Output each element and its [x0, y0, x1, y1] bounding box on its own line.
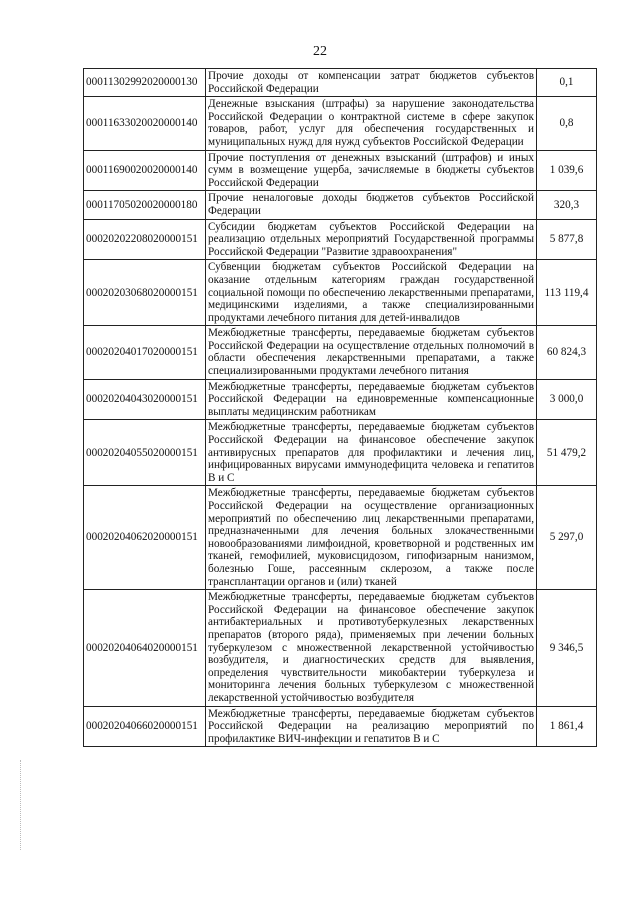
- amount-cell: 0,1: [537, 69, 597, 97]
- table-row: [84, 191, 597, 219]
- description-cell: Межбюджетные трансферты, передаваемые бюджетам субъектов Российской Федерации на осуществление отдельных полномочий в области обеспечения лекарственными препаратами, а также специализированными продуктами лечебного питания: [206, 326, 537, 379]
- amount-cell: 3 000,0: [537, 379, 597, 420]
- margin-scan-marks: [20, 760, 24, 850]
- budget-code-cell: 00020204064020000151: [84, 590, 206, 706]
- table-row: [84, 150, 597, 191]
- table-row: [84, 219, 597, 260]
- table-row: [84, 706, 597, 747]
- amount-cell: 51 479,2: [537, 420, 597, 486]
- budget-code-cell: 00011690020020000140: [84, 150, 206, 191]
- amount-cell: 0,8: [537, 97, 597, 150]
- budget-revenue-table: [83, 68, 597, 747]
- budget-code-cell: 00011633020020000140: [84, 97, 206, 150]
- amount-cell: 320,3: [537, 191, 597, 219]
- amount-cell: 5 877,8: [537, 219, 597, 260]
- table-row: [84, 486, 597, 590]
- budget-code-cell: 00020204066020000151: [84, 706, 206, 747]
- table-row: [84, 97, 597, 150]
- description-cell: Прочие доходы от компенсации затрат бюджетов субъектов Российской Федерации: [206, 69, 537, 97]
- description-cell: Прочие неналоговые доходы бюджетов субъектов Российской Федерации: [206, 191, 537, 219]
- description-cell: Межбюджетные трансферты, передаваемые бюджетам субъектов Российской Федерации на единовременные компенсационные выплаты медицинским работникам: [206, 379, 537, 420]
- amount-cell: 1 861,4: [537, 706, 597, 747]
- table-row: [84, 590, 597, 706]
- amount-cell: 60 824,3: [537, 326, 597, 379]
- description-cell: Межбюджетные трансферты, передаваемые бюджетам субъектов Российской Федерации на реализацию мероприятий по профилактике ВИЧ-инфекции и гепатитов В и С: [206, 706, 537, 747]
- description-cell: Межбюджетные трансферты, передаваемые бюджетам субъектов Российской Федерации на осуществление организационных мероприятий по обеспечению лиц лекарственными препаратами, предназначенными для лечения больных злокачественными новообразованиями лимфоидной, кроветворной и родственных им тканей, гемофилией, муковисцидозом, гипофизарным нанизмом, болезнью Гоше, рассеянным склерозом, а также после трансплантации органов и (или) тканей: [206, 486, 537, 590]
- description-cell: Субсидии бюджетам субъектов Российской Федерации на реализацию отдельных мероприятий Государственной программы Российской Федерации "Развитие здравоохранения": [206, 219, 537, 260]
- budget-code-cell: 00011705020020000180: [84, 191, 206, 219]
- table-row: [84, 379, 597, 420]
- amount-cell: 5 297,0: [537, 486, 597, 590]
- budget-code-cell: 00020204017020000151: [84, 326, 206, 379]
- description-cell: Прочие поступления от денежных взысканий (штрафов) и иных сумм в возмещение ущерба, зачисляемые в бюджеты субъектов Российской Федерации: [206, 150, 537, 191]
- table-row: [84, 326, 597, 379]
- amount-cell: 1 039,6: [537, 150, 597, 191]
- page-number: 22: [313, 44, 327, 59]
- description-cell: Денежные взыскания (штрафы) за нарушение законодательства Российской Федерации о контрактной системе в сфере закупок товаров, работ, услуг для обеспечения государственных и муниципальных нужд для нужд субъектов Российской Федерации: [206, 97, 537, 150]
- description-cell: Межбюджетные трансферты, передаваемые бюджетам субъектов Российской Федерации на финансовое обеспечение закупок антивирусных препаратов для профилактики и лечения лиц, инфицированных вирусами иммунодефицита человека и гепатитов В и С: [206, 420, 537, 486]
- description-cell: Межбюджетные трансферты, передаваемые бюджетам субъектов Российской Федерации на финансовое обеспечение закупок антибактериальных и противотуберкулезных лекарственных препаратов (второго ряда), применяемых при лечении больных туберкулезом с множественной лекарственной устойчивостью возбудителя, и диагностических средств для выявления, определения чувствительности микобактерии туберкулеза и мониторинга лечения больных туберкулезом с множественной лекарственной устойчивостью возбудителя: [206, 590, 537, 706]
- description-cell: Субвенции бюджетам субъектов Российской Федерации на оказание отдельным категориям граждан государственной социальной помощи по обеспечению лекарственными препаратами, медицинскими изделиями, а также специализированными продуктами лечебного питания для детей-инвалидов: [206, 260, 537, 326]
- table-row: [84, 260, 597, 326]
- table-row: [84, 420, 597, 486]
- budget-code-cell: 00020204043020000151: [84, 379, 206, 420]
- budget-code-cell: 00011302992020000130: [84, 69, 206, 97]
- budget-code-cell: 00020203068020000151: [84, 260, 206, 326]
- budget-code-cell: 00020204055020000151: [84, 420, 206, 486]
- table-body: [84, 69, 597, 747]
- amount-cell: 9 346,5: [537, 590, 597, 706]
- budget-code-cell: 00020204062020000151: [84, 486, 206, 590]
- amount-cell: 113 119,4: [537, 260, 597, 326]
- budget-code-cell: 00020202208020000151: [84, 219, 206, 260]
- table-row: [84, 69, 597, 97]
